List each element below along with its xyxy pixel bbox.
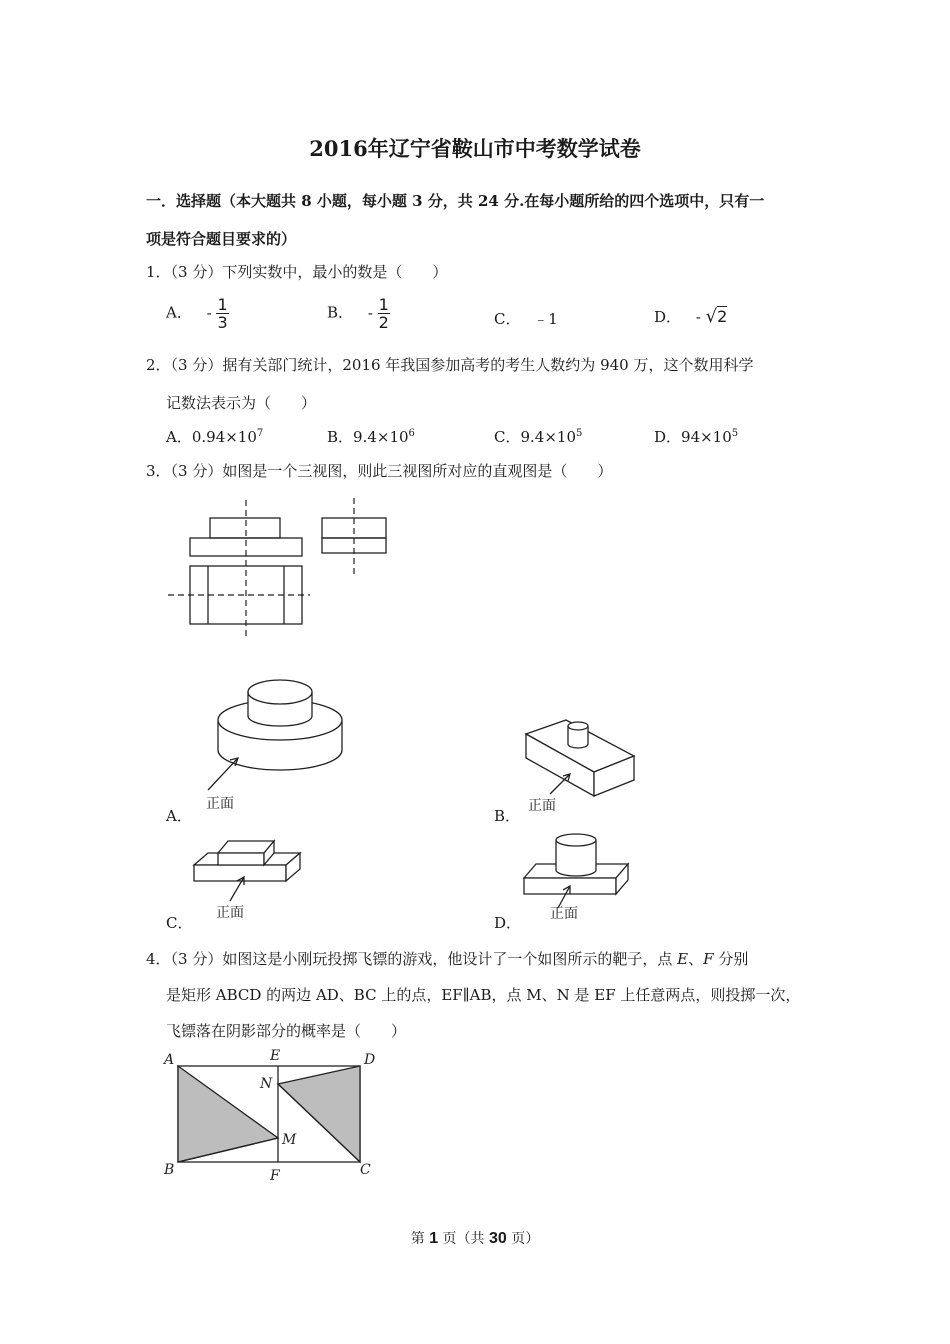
q3-b-front-label: 正面	[528, 798, 556, 814]
point-f-label: F	[270, 1168, 280, 1184]
q1-b-label: B．	[327, 303, 354, 322]
q1-b-numerator: 1	[378, 295, 389, 314]
point-d-label: D	[364, 1052, 376, 1068]
q3-option-b-figure	[520, 712, 650, 817]
footer-pre: 第	[410, 1231, 425, 1247]
q2-c-label: C．	[494, 428, 521, 446]
q1-a-fraction	[216, 296, 228, 331]
q4-stem-line1-post: 分别	[718, 950, 749, 968]
q1-a-sign: -	[206, 303, 212, 322]
q2-option-c	[494, 426, 582, 447]
side-view	[322, 498, 386, 578]
q3-c-front-label: 正面	[216, 905, 244, 921]
q2-option-a	[166, 426, 263, 447]
section-heading-line2: 项是符合题目要求的）	[146, 230, 297, 248]
q4-dartboard-figure	[160, 1048, 390, 1188]
q4-point-f-text: F	[703, 950, 714, 968]
q1-option-c	[494, 308, 558, 329]
q1-d-radicand: 2	[717, 307, 728, 326]
q2-b-base: 9.4×10	[353, 428, 409, 446]
point-n-label: N	[260, 1076, 273, 1092]
q2-a-base: 0.94×10	[191, 428, 257, 446]
q2-b-label: B．	[327, 428, 354, 446]
footer-page-number: 1	[429, 1230, 439, 1247]
q1-stem: 1．（3 分）下列实数中，最小的数是（ ）	[146, 263, 448, 281]
q4-stem-line1: 4．（3 分）如图这是小刚玩投掷飞镖的游戏，他设计了一个如图所示的靶子，点 E、F 分别	[146, 950, 749, 968]
q1-option-a	[166, 296, 229, 331]
q1-d-sign: -	[695, 308, 701, 326]
point-e-label: E	[270, 1048, 281, 1064]
top-view	[168, 500, 310, 640]
page-title: 2016年辽宁省鞍山市中考数学试卷	[309, 136, 641, 161]
q2-c-exp: 5	[576, 428, 583, 439]
footer-post: 页）	[511, 1231, 540, 1247]
q2-a-exp: 7	[256, 428, 264, 439]
q1-b-sign: -	[367, 303, 373, 322]
q1-b-denominator: 2	[378, 313, 389, 332]
q4-point-e-text: E	[677, 950, 689, 968]
q3-three-view-figure	[160, 490, 400, 650]
q2-a-label: A．	[166, 428, 192, 446]
q3-c-label: C．	[166, 914, 193, 932]
q1-c-text: ﹣1	[533, 310, 558, 328]
point-a-label: A	[164, 1052, 175, 1068]
q3-option-d-figure	[520, 830, 635, 925]
point-m-label: M	[282, 1132, 297, 1148]
q1-option-d	[654, 306, 727, 327]
q2-stem-line2: 记数法表示为（ ）	[166, 394, 317, 412]
q2-option-b	[327, 426, 415, 447]
q2-d-base: 94×10	[681, 428, 732, 446]
q2-d-exp: 5	[731, 428, 739, 439]
q3-stem: 3．（3 分）如图是一个三视图，则此三视图所对应的直观图是（ ）	[146, 462, 613, 480]
q4-stem-line2: 是矩形 ABCD 的两边 AD、BC 上的点，EF∥AB，点 M、N 是 EF 上任意两点，则投掷一次，	[166, 986, 801, 1004]
q1-a-numerator: 1	[217, 295, 228, 314]
point-b-label: B	[164, 1162, 175, 1178]
footer-mid: 页（共	[442, 1231, 485, 1247]
q2-c-base: 9.4×10	[520, 428, 576, 446]
q2-d-label: D．	[654, 428, 682, 446]
sqrt-icon: √	[705, 306, 718, 327]
page-footer	[0, 1228, 950, 1248]
q3-d-label: D．	[494, 914, 522, 932]
q1-b-fraction	[378, 296, 390, 331]
q3-option-a-figure	[200, 670, 360, 820]
point-c-label: C	[360, 1162, 371, 1178]
q2-stem-line1: 2．（3 分）据有关部门统计，2016 年我国参加高考的考生人数约为 940 万，这个数用科学	[146, 356, 754, 374]
q4-stem-line3: 飞镖落在阴影部分的概率是（ ）	[166, 1022, 407, 1040]
footer-total-pages: 30	[489, 1230, 507, 1247]
q1-a-denominator: 3	[217, 313, 228, 332]
q3-a-front-label: 正面	[206, 796, 234, 812]
q1-d-label: D．	[654, 308, 682, 326]
section-heading-line1: 一．选择题（本大题共 8 小题，每小题 3 分，共 24 分.在每小题所给的四个选项中，只有一	[146, 192, 765, 210]
q3-d-front-label: 正面	[550, 906, 578, 922]
q2-b-exp: 6	[408, 428, 415, 439]
q1-a-label: A．	[166, 303, 192, 322]
q1-option-b	[327, 296, 390, 331]
q3-b-label: B．	[494, 807, 521, 825]
q1-c-label: C．	[494, 310, 521, 328]
q4-stem-line1-pre: 4．（3 分）如图这是小刚玩投掷飞镖的游戏，他设计了一个如图所示的靶子，点	[146, 950, 673, 968]
q2-option-d	[654, 426, 738, 447]
q3-option-c-figure	[190, 835, 310, 925]
q3-a-label: A．	[166, 807, 192, 825]
